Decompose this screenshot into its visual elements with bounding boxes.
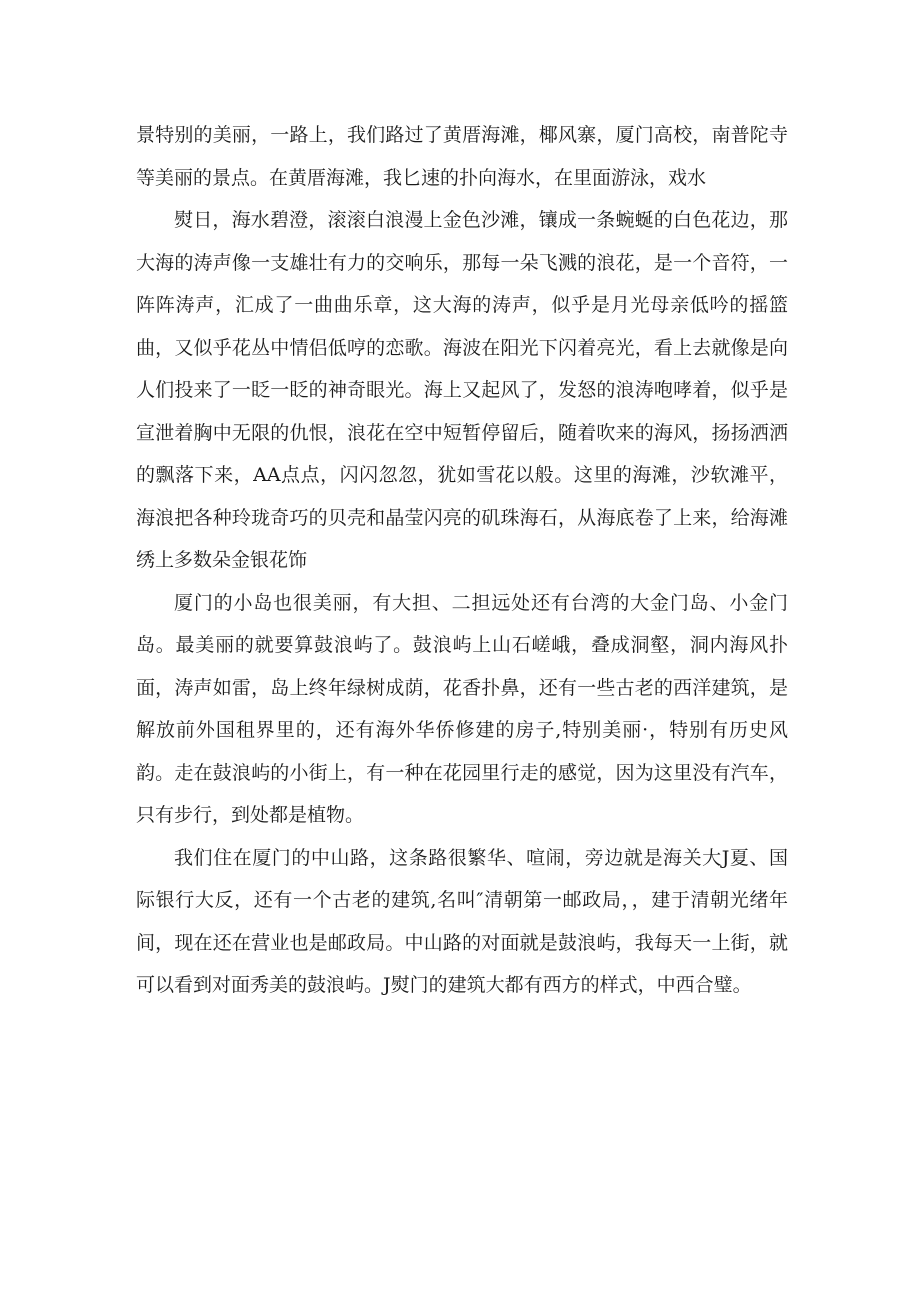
paragraph-2: 熨日，海水碧澄，滚滚白浪漫上金色沙滩，镶成一条蜿蜒的白色花边，那大海的涛声像一支雄壮有力的交响乐，那每一朵飞溅的浪花，是一个音符，一阵阵涛声，汇成了一曲曲乐章，这大海的涛声，似乎是月光母亲低吟的摇篮曲，又似乎花丛中情侣低哼的恋歌。海波在阳光下闪着亮光，看上去就像是向人们投来了一眨一眨的神奇眼光。海上又起风了，发怒的浪涛咆哮着，似乎是宣泄着胸中无限的仇恨，浪花在空中短暂停留后，随着吹来的海风，扬扬洒洒的飘落下来，AA点点，闪闪忽忽，犹如雪花以般。这里的海滩，沙软滩平，海浪把各种玲珑奇巧的贝壳和晶莹闪亮的矶珠海石，从海底卷了上来，给海滩绣上多数朵金银花饰 xyxy=(136,209,788,571)
document-body xyxy=(136,114,788,1007)
paragraph-1: 景特别的美丽，一路上，我们路过了黄厝海滩，椰风寨，厦门高校，南普陀寺等美丽的景点。在黄厝海滩，我匕速的扑向海水，在里面游泳，戏水 xyxy=(136,124,788,189)
paragraph-3: 厦门的小岛也很美丽，有大担、二担远处还有台湾的大金门岛、小金门岛。最美丽的就要算鼓浪屿了。鼓浪屿上山石嵯峨，叠成洞壑，洞内海风扑面，涛声如雷，岛上终年绿树成荫，花香扑鼻，还有一些古老的西洋建筑，是解放前外国租界里的，还有海外华侨修建的房子,特别美丽·，特别有历史风韵。走在鼓浪屿的小街上，有一种在花园里行走的感觉，因为这里没有汽车，只有步行，到处都是植物。 xyxy=(136,591,788,826)
paragraph-4: 我们住在厦门的中山路，这条路很繁华、喧闹，旁边就是海关大J夏、国际银行大反，还有一个古老的建筑,名叫″清朝第一邮政局，，建于清朝光绪年间，现在还在营业也是邮政局。中山路的对面就是鼓浪屿，我每天一上街，就可以看到对面秀美的鼓浪屿。J熨门的建筑大都有西方的样式，中西合璧。 xyxy=(136,846,788,996)
